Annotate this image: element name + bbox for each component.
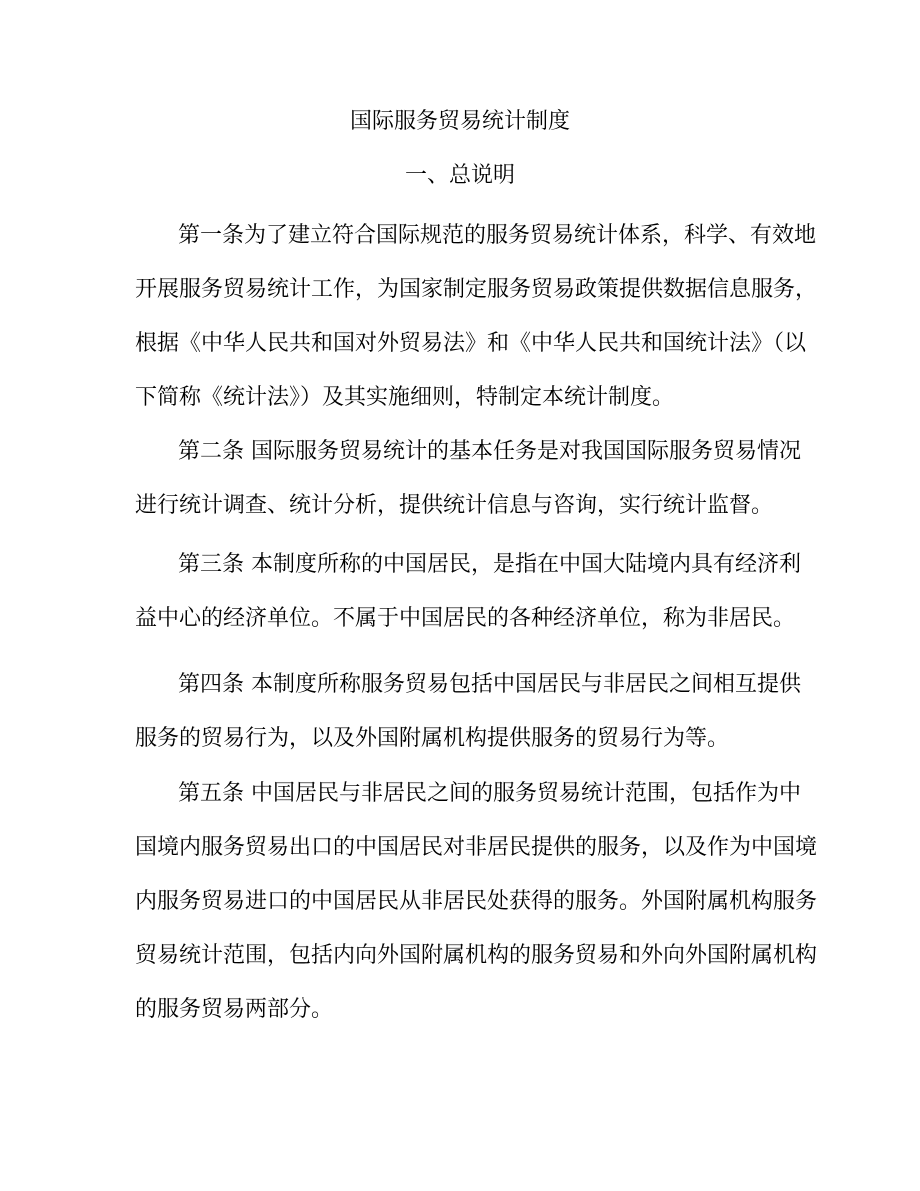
section-heading: 一、总说明 (404, 163, 515, 188)
article-4-line-2: 服务的贸易行为，以及外国附属机构提供服务的贸易行为等。 (135, 726, 730, 751)
article-5-line-3: 内服务贸易进口的中国居民从非居民处获得的服务。外国附属机构服务 (135, 889, 818, 914)
article-5-line-5: 的服务贸易两部分。 (135, 997, 334, 1022)
article-3-line-2: 益中心的经济单位。不属于中国居民的各种经济单位，称为非居民。 (135, 606, 796, 631)
article-3-line-1: 第三条 本制度所称的中国居民，是指在中国大陆境内具有经济利 (178, 552, 801, 577)
article-4-line-1: 第四条 本制度所称服务贸易包括中国居民与非居民之间相互提供 (178, 672, 801, 697)
article-1-line-3: 根据《中华人民共和国对外贸易法》和《中华人民共和国统计法》（以 (135, 331, 807, 356)
article-1-line-4: 下简称《统计法》）及其实施细则，特制定本统计制度。 (135, 385, 675, 410)
article-5-line-1: 第五条 中国居民与非居民之间的服务贸易统计范围，包括作为中 (178, 781, 801, 806)
document-title: 国际服务贸易统计制度 (349, 109, 570, 134)
article-5-line-4: 贸易统计范围，包括内向外国附属机构的服务贸易和外向外国附属机构 (135, 943, 818, 968)
article-2-line-1: 第二条 国际服务贸易统计的基本任务是对我国国际服务贸易情况 (178, 439, 801, 464)
article-1-line-1: 第一条为了建立符合国际规范的服务贸易统计体系，科学、有效地 (178, 223, 817, 248)
article-1-line-2: 开展服务贸易统计工作，为国家制定服务贸易政策提供数据信息服务， (135, 277, 818, 302)
article-2-line-2: 进行统计调查、统计分析，提供统计信息与咨询，实行统计监督。 (135, 493, 774, 518)
article-5-line-2: 国境内服务贸易出口的中国居民对非居民提供的服务，以及作为中国境 (135, 835, 818, 860)
